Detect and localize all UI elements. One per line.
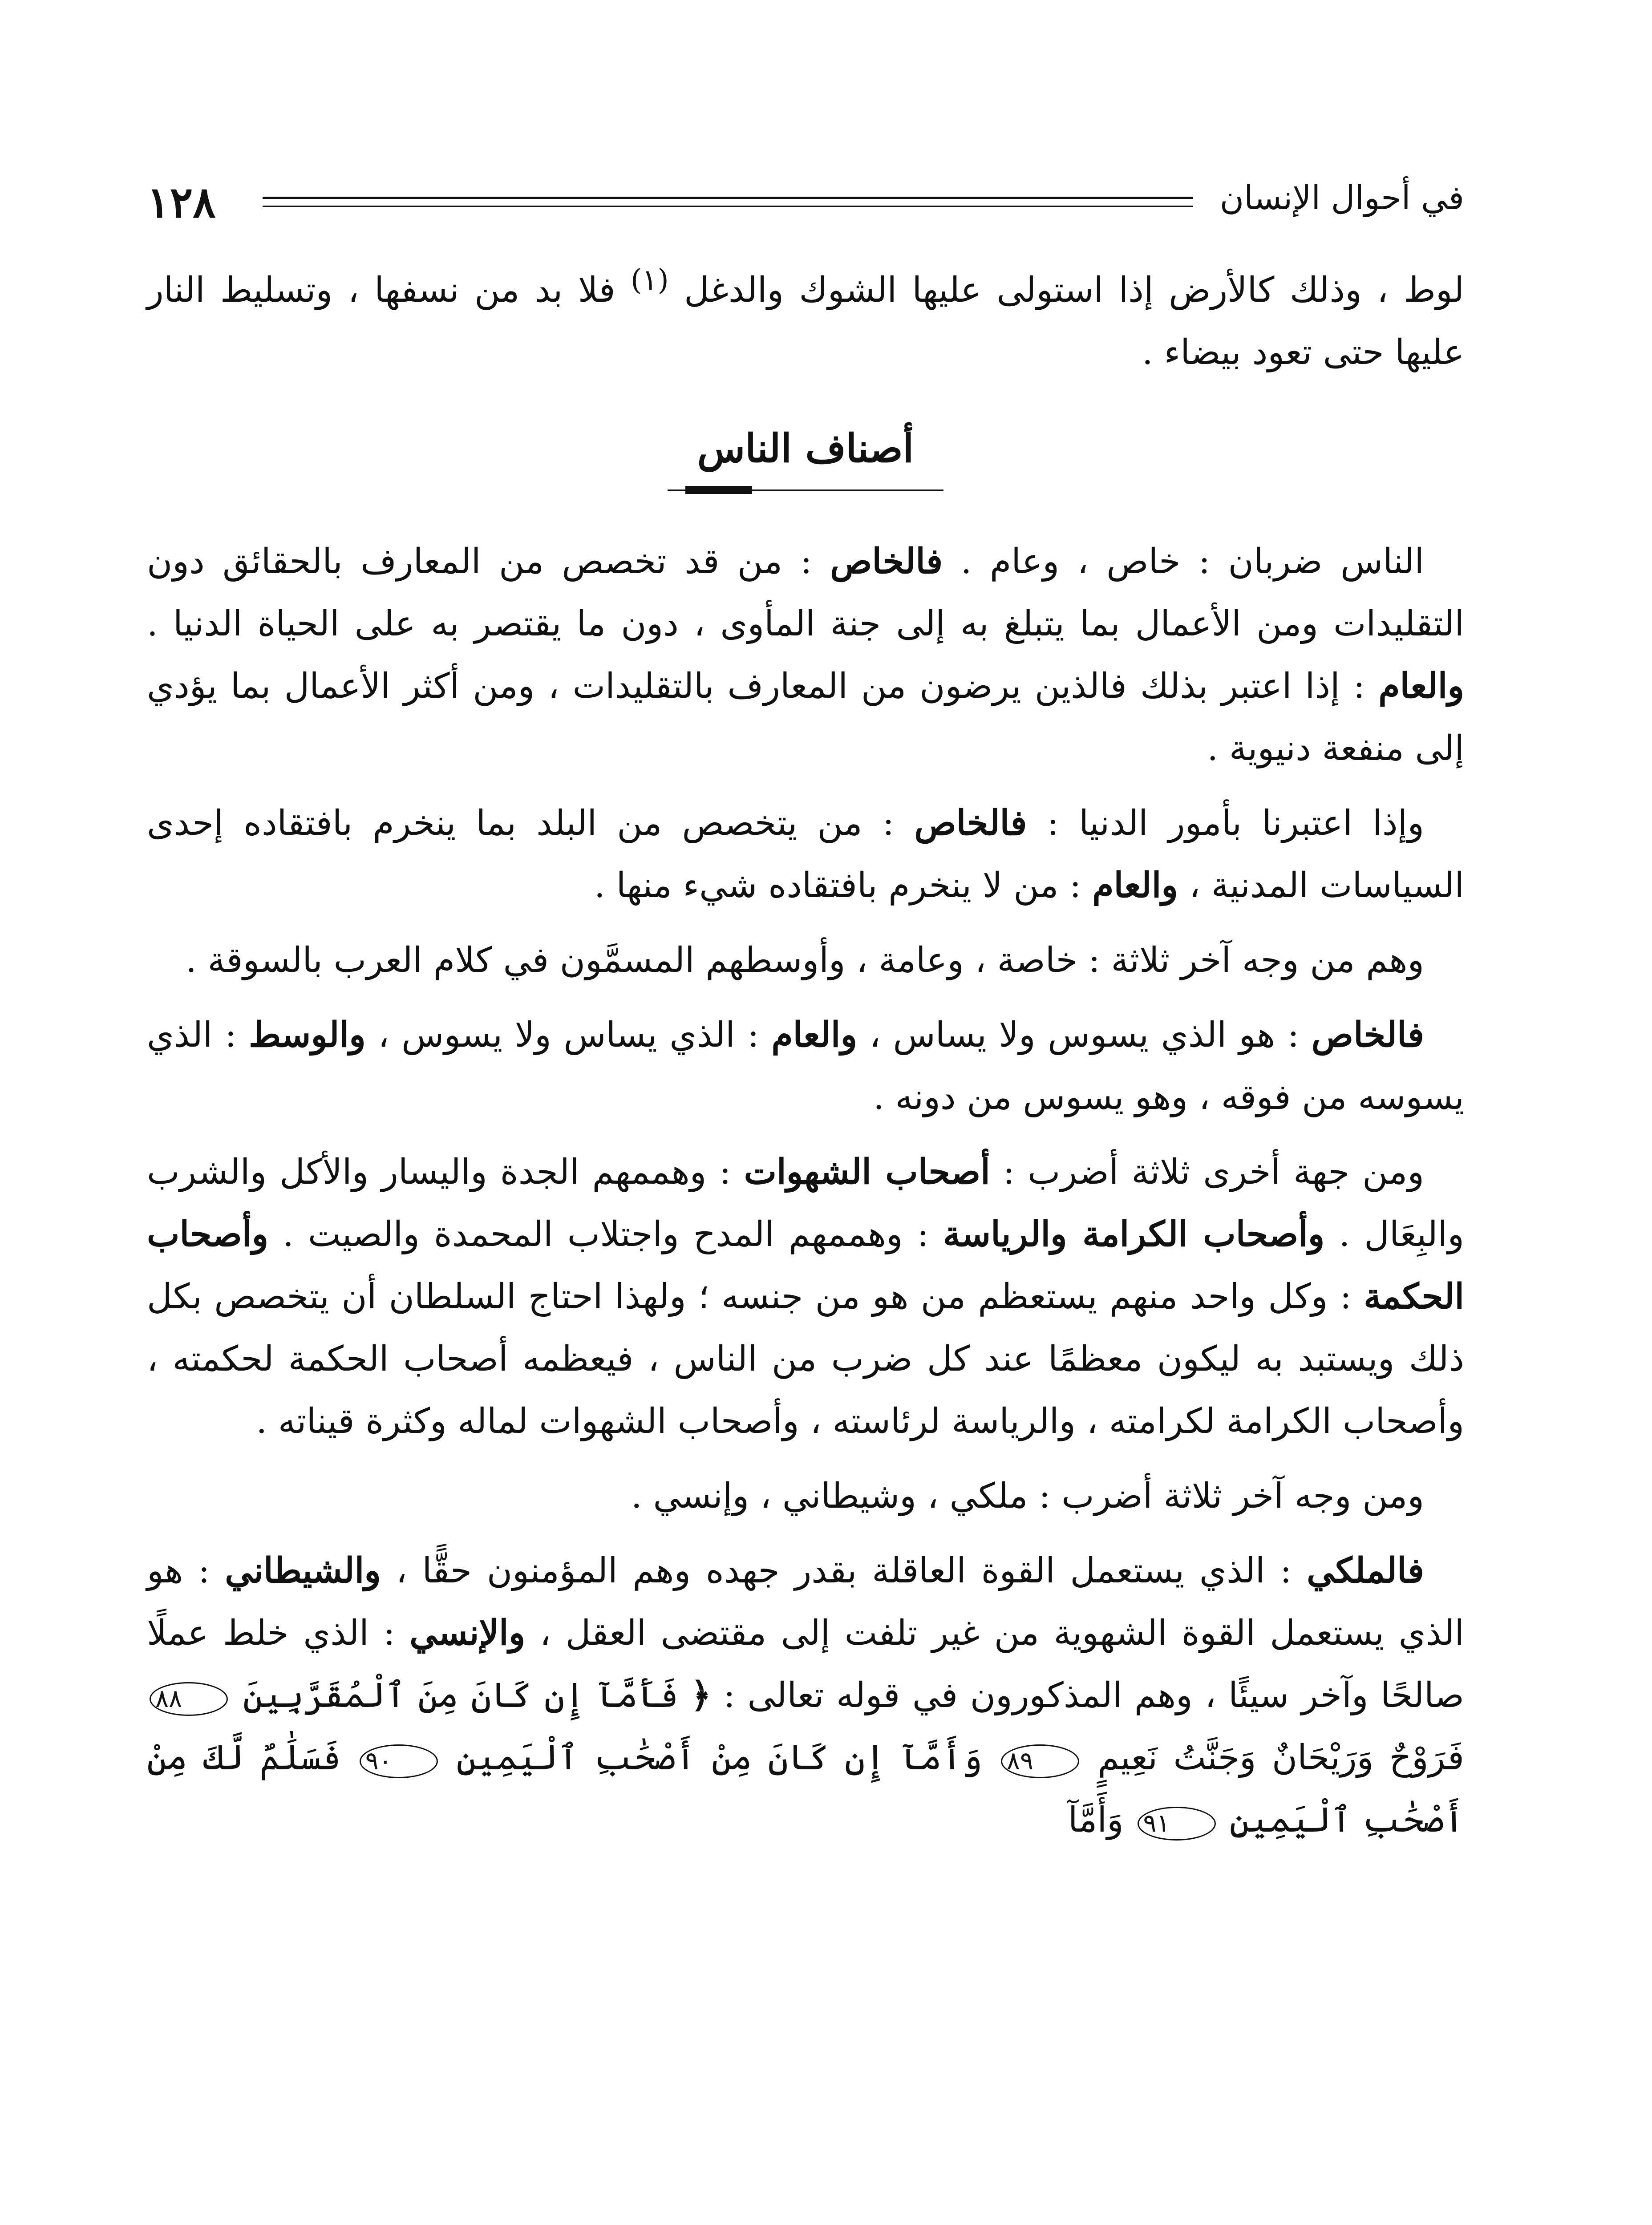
text-run: : من قد تخصص من المعارف بالحقائق دون التقليدات ومن الأعمال بما يتبلغ به إلى جنة المأوى ، دون ما يقتصر به على الحياة الدنيا . <box>147 542 1464 644</box>
paragraph <box>147 792 1464 917</box>
ayah-number-mark: ٨٩ <box>1001 1744 1079 1778</box>
paragraph <box>147 530 1464 780</box>
ornament-bar <box>685 486 752 494</box>
paragraph <box>147 1004 1464 1129</box>
text-run: : وهممهم المدح واجتلاب المحمدة والصيت . <box>268 1214 943 1254</box>
text-run: : الذي يستعمل القوة العاقلة بقدر جهده وهم المؤمنون حقًّا ، <box>381 1551 1307 1591</box>
quran-text: فَأَمَّآ إِن كَانَ مِنَ ٱلْمُقَرَّبِينَ <box>231 1675 691 1715</box>
quran-text: فَرَوْحٌ وَرَيْحَانٌ وَجَنَّتُ نَعِيمٍ <box>1081 1738 1464 1778</box>
paragraph-continuation <box>147 249 1464 384</box>
ayah-number-mark: ٩١ <box>1138 1807 1216 1841</box>
bold-term: والوسط <box>248 1015 366 1055</box>
text-run: : من لا ينخرم بافتقاده شيء منها . <box>594 866 1093 906</box>
bold-term: والعام <box>1378 666 1465 706</box>
ayah-number-mark: ٨٨ <box>150 1682 228 1716</box>
bold-term: والعام <box>1092 865 1178 906</box>
bold-term: فالخاص <box>830 541 943 582</box>
text-run: : الذي يسوسه من فوقه ، وهو يسوس من دونه . <box>147 1015 1464 1117</box>
text-run: : هو الذي يستعمل القوة الشهوية من غير تلفت إلى مقتضى العقل ، <box>147 1551 1465 1653</box>
body-text <box>147 249 1464 1851</box>
quran-text: وَأَمَّآ <box>1068 1800 1135 1840</box>
paragraph <box>147 1141 1464 1452</box>
bold-term: والعام <box>771 1015 858 1055</box>
text-run: ومن جهة أخرى ثلاثة أضرب : <box>990 1152 1424 1192</box>
text-run: لوط ، وذلك كالأرض إذا استولى عليها الشوك والدغل <box>668 270 1464 310</box>
bold-term: فالخاص <box>1311 1015 1424 1055</box>
footnote-reference: (١) <box>631 263 669 297</box>
text-run: : وكل واحد منهم يستعظم من هو من جنسه ؛ ولهذا احتاج السلطان أن يتخصص بكل ذلك ويستبد به ليكون معظمًا عند كل ضرب من الناس ، فيعظمه أصحاب الحكمة لحكمته ، وأصحاب الكرامة لكرامته ، والرياسة لرئاسته ، وأصحاب الشهوات لماله وكثرة قيناته . <box>147 1277 1464 1441</box>
bold-term: فالخاص <box>914 803 1027 843</box>
text-run: وهم من وجه آخر ثلاثة : خاصة ، وعامة ، وأوسطهم المسمَّون في كلام العرب بالسوقة . <box>185 940 1424 980</box>
quran-text: فَسَلَٰمٌ لَّكَ مِنْ أَصْحَٰبِ ٱلْيَمِينِ <box>147 1738 1464 1840</box>
text-run: : الذي خلط عملًا صالحًا وآخر سيئًا ، وهم المذكورون في قوله تعالى : <box>147 1613 1464 1715</box>
header-rule-thin <box>263 206 1193 207</box>
quran-text: وَأَمَّآ إِن كَانَ مِنْ أَصْحَٰبِ ٱلْيَمِينِ <box>440 1738 998 1778</box>
text-run: : وهممهم الجدة واليسار والأكل والشرب والبِعَال . <box>147 1152 1464 1254</box>
text-run: الناس ضربان : خاص ، وعام . <box>943 542 1424 582</box>
paragraph <box>147 929 1464 991</box>
running-header <box>147 169 1464 236</box>
title-ornament <box>668 481 943 499</box>
text-run: فلا بد من نسفها ، وتسليط النار عليها حتى تعود بيضاء . <box>147 270 1464 372</box>
text-run: : من يتخصص من البلد بما ينخرم بافتقاده إحدى السياسات المدنية ، <box>147 803 1464 906</box>
quran-open-bracket: ﴿ <box>691 1675 711 1715</box>
text-run: : الذي يساس ولا يسوس ، <box>365 1015 772 1055</box>
bold-term: وأصحاب الكرامة والرياسة <box>943 1214 1325 1254</box>
bold-term: أصحاب الشهوات <box>744 1152 990 1192</box>
bold-term: والشيطاني <box>225 1550 381 1591</box>
bold-term: وأصحاب الحكمة <box>147 1214 1464 1317</box>
text-run: وإذا اعتبرنا بأمور الدنيا : <box>1027 803 1424 843</box>
section-title: أصناف الناس <box>697 425 914 471</box>
bold-term: فالملكي <box>1307 1550 1424 1591</box>
page-number: ١٢٨ <box>147 177 216 227</box>
ayah-number-mark: ٩٠ <box>360 1744 438 1778</box>
running-title: في أحوال الإنسان <box>1219 179 1464 217</box>
text-run: : إذا اعتبر بذلك فالذين يرضون من المعارف بالتقليدات ، ومن أكثر الأعمال بما يؤدي إلى منفعة دنيوية . <box>147 666 1464 769</box>
paragraph <box>147 1540 1464 1851</box>
bold-term: والإنسي <box>409 1613 526 1653</box>
text-run: : هو الذي يسوس ولا يساس ، <box>857 1015 1312 1055</box>
header-rule <box>263 197 1193 199</box>
text-run: ومن وجه آخر ثلاثة أضرب : ملكي ، وشيطاني ، وإنسي . <box>631 1476 1424 1516</box>
paragraph <box>147 1465 1464 1527</box>
